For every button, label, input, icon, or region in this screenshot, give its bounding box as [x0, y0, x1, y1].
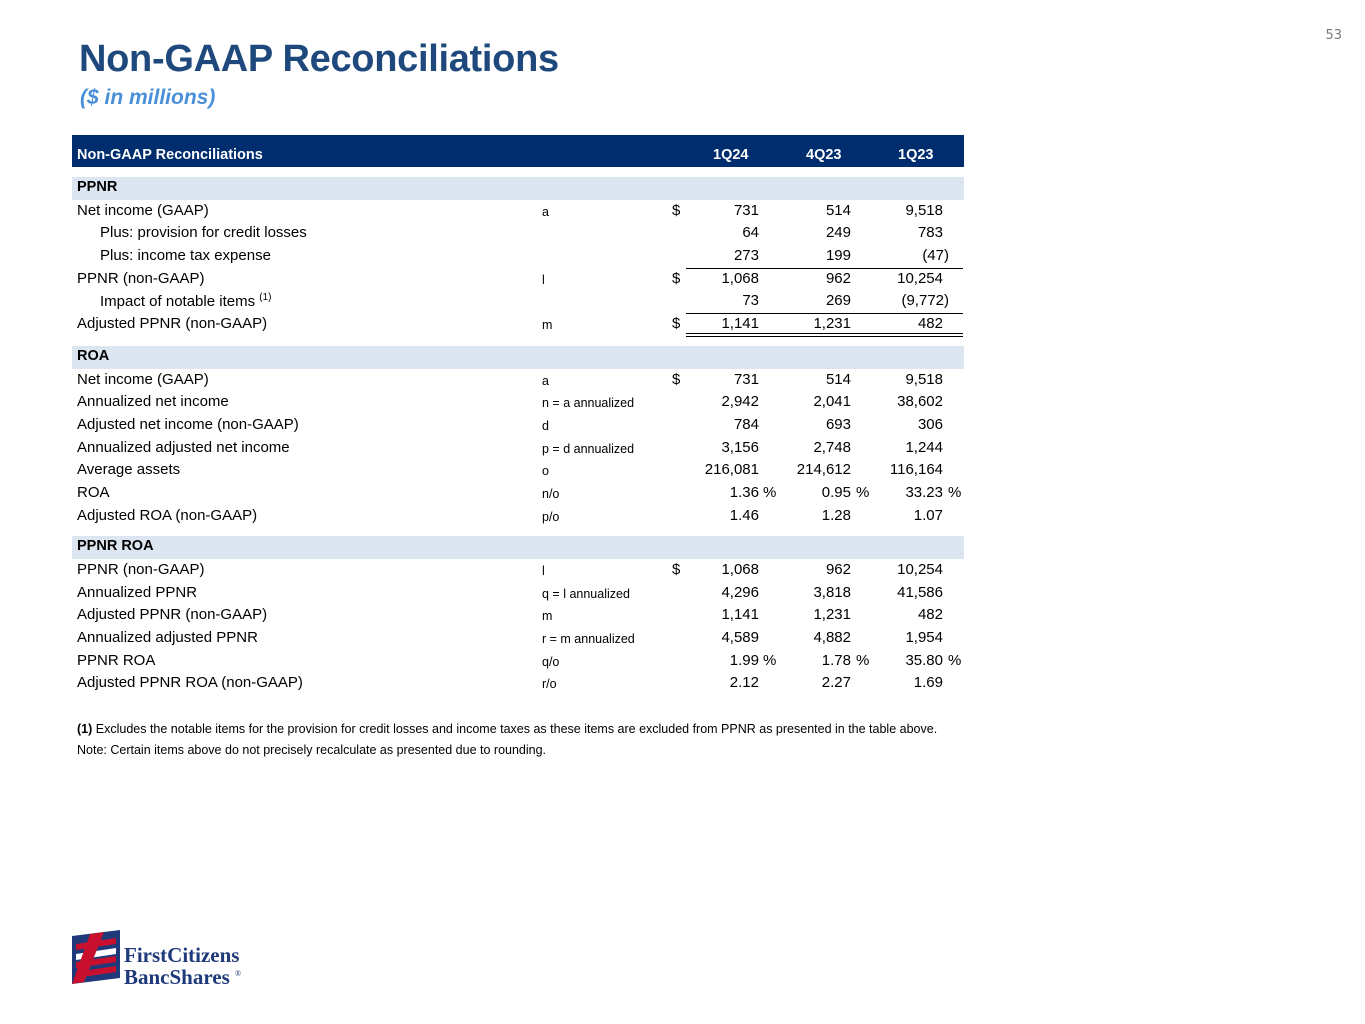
table-header	[72, 135, 964, 167]
value-4q23: 214,612	[796, 461, 851, 479]
row-label: Adjusted PPNR (non-GAAP)	[77, 315, 268, 333]
row-ref: o	[542, 464, 549, 479]
value-1q23: 482	[917, 606, 943, 624]
value-1q24: 1,068	[721, 269, 759, 287]
section-label: ROA	[77, 347, 110, 364]
value-4q23: 1.78	[821, 651, 851, 669]
logo-line-2: BancShares	[124, 965, 230, 988]
value-4q23: 1,231	[813, 606, 851, 624]
table-row	[72, 245, 964, 268]
value-1q24: 2.12	[729, 674, 759, 692]
table-row	[72, 559, 964, 582]
dollar-sign: $	[672, 315, 681, 333]
value-1q23: 116,164	[889, 461, 943, 479]
value-4q23: 4,882	[813, 629, 851, 647]
value-1q23: 35.80	[905, 651, 943, 669]
value-4q23: 3,818	[813, 583, 851, 601]
percent-sign: %	[856, 483, 870, 501]
table-row	[72, 414, 964, 437]
reconciliation-table	[72, 135, 964, 695]
row-label: Adjusted PPNR ROA (non-GAAP)	[77, 674, 303, 692]
row-ref: r = m annualized	[542, 632, 635, 647]
value-1q23: (47)	[922, 247, 949, 265]
row-ref: l	[542, 272, 545, 287]
row-label: Plus: income tax expense	[100, 247, 271, 265]
section-header-roa	[72, 346, 964, 369]
value-1q23: 41,586	[897, 583, 943, 601]
row-ref: p = d annualized	[542, 441, 635, 456]
percent-sign: %	[763, 651, 777, 669]
logo-line-1: FirstCitizens	[124, 943, 240, 967]
value-1q24: 1,141	[721, 606, 759, 624]
footnote-ref: (1)	[259, 292, 272, 304]
table-row	[72, 200, 964, 223]
table-row	[72, 672, 964, 695]
value-1q24: 64	[742, 224, 759, 242]
row-ref: q/o	[542, 654, 560, 669]
value-4q23: 514	[825, 370, 851, 388]
row-label: Average assets	[77, 461, 181, 479]
row-label: Annualized adjusted PPNR	[77, 629, 258, 647]
value-1q24: 3,156	[721, 438, 759, 456]
row-ref: a	[542, 204, 549, 219]
footnotes	[77, 722, 937, 764]
value-1q23: 9,518	[905, 201, 943, 219]
table-row	[72, 604, 964, 627]
dollar-sign: $	[672, 201, 681, 219]
row-label: Adjusted ROA (non-GAAP)	[77, 506, 258, 524]
value-1q23: 9,518	[905, 370, 943, 388]
value-4q23: 2,041	[813, 393, 851, 411]
table-row	[72, 627, 964, 650]
page-subtitle: ($ in millions)	[80, 86, 216, 109]
section-header-ppnr-roa	[72, 536, 964, 559]
value-1q24: 784	[733, 415, 759, 433]
table-row	[72, 459, 964, 482]
value-4q23: 1.28	[821, 506, 851, 524]
row-label: Annualized net income	[77, 393, 229, 411]
value-1q23: 1.69	[913, 674, 943, 692]
section-label: PPNR ROA	[77, 538, 154, 555]
value-4q23: 199	[825, 247, 851, 265]
header-col-1q23: 1Q23	[898, 147, 934, 163]
percent-sign: %	[763, 483, 777, 501]
value-4q23: 962	[825, 561, 851, 578]
row-ref: n/o	[542, 486, 560, 501]
row-label: PPNR ROA	[77, 651, 156, 669]
row-ref: n = a annualized	[542, 396, 635, 411]
value-4q23: 2.27	[821, 674, 851, 692]
section-label: PPNR	[77, 179, 118, 195]
row-ref: m	[542, 609, 553, 624]
row-label-text: Impact of notable items	[100, 293, 256, 311]
value-1q23: 1,954	[905, 629, 943, 647]
value-1q23: 1,244	[905, 438, 943, 456]
page-number: 53	[1325, 28, 1342, 43]
percent-sign: %	[856, 651, 870, 669]
dollar-sign: $	[672, 269, 681, 287]
value-1q24: 4,589	[721, 629, 759, 647]
value-4q23: 269	[825, 292, 851, 310]
row-label: Plus: provision for credit losses	[100, 224, 307, 242]
page-title: Non-GAAP Reconciliations	[79, 38, 559, 80]
row-ref: a	[542, 373, 549, 388]
table-row	[72, 505, 964, 528]
value-1q23: 482	[917, 315, 943, 333]
value-4q23: 962	[825, 269, 851, 287]
value-1q23: 33.23	[905, 483, 943, 501]
row-ref: m	[542, 318, 553, 333]
value-1q24: 1,141	[721, 315, 759, 333]
value-4q23: 0.95	[821, 483, 851, 501]
table-row	[72, 290, 964, 313]
row-label	[100, 292, 271, 310]
percent-sign: %	[948, 483, 962, 501]
section-header-ppnr	[72, 177, 964, 200]
row-label: Net income (GAAP)	[77, 370, 209, 388]
logo-flag-icon	[70, 930, 255, 988]
table-row	[72, 437, 964, 460]
table-row	[72, 369, 964, 392]
table-row	[72, 391, 964, 414]
logo-registered: ®	[235, 969, 242, 978]
footnote-1	[77, 722, 937, 736]
row-label: PPNR (non-GAAP)	[77, 561, 205, 578]
value-1q24: 1,068	[721, 561, 759, 578]
header-col-4q23: 4Q23	[806, 147, 842, 163]
value-1q23: 306	[917, 415, 943, 433]
value-1q24: 216,081	[704, 461, 759, 479]
row-ref: r/o	[542, 677, 557, 692]
dollar-sign: $	[672, 370, 681, 388]
footnote-text: Excludes the notable items for the provision for credit losses and income taxes as these items are excluded from PPNR as presented in the table above.	[92, 722, 938, 736]
value-1q24: 731	[733, 201, 759, 219]
dollar-sign: $	[672, 561, 681, 578]
value-4q23: 2,748	[813, 438, 851, 456]
table-row	[72, 313, 964, 336]
row-label: ROA	[77, 483, 110, 501]
value-4q23: 249	[825, 224, 851, 242]
table-row	[72, 222, 964, 245]
value-1q24: 1.46	[729, 506, 759, 524]
value-1q23: 1.07	[913, 506, 943, 524]
percent-sign: %	[948, 651, 962, 669]
value-1q24: 2,942	[721, 393, 759, 411]
value-4q23: 693	[825, 415, 851, 433]
value-1q24: 731	[733, 370, 759, 388]
value-1q24: 73	[742, 292, 759, 310]
row-label: PPNR (non-GAAP)	[77, 269, 205, 287]
value-4q23: 1,231	[813, 315, 851, 333]
value-1q24: 4,296	[721, 583, 759, 601]
table-row	[72, 650, 964, 673]
header-col-1q24: 1Q24	[713, 147, 749, 163]
row-ref: q = l annualized	[542, 586, 630, 601]
footnote-marker: (1)	[77, 722, 93, 736]
value-1q24: 1.99	[729, 651, 759, 669]
value-4q23: 514	[825, 201, 851, 219]
row-ref: p/o	[542, 509, 560, 524]
row-label: Annualized PPNR	[77, 583, 198, 601]
value-1q24: 1.36	[729, 483, 759, 501]
row-ref: l	[542, 564, 545, 578]
value-1q23: 10,254	[897, 561, 943, 578]
row-label: Adjusted net income (non-GAAP)	[77, 415, 299, 433]
company-logo	[70, 930, 255, 993]
row-ref: d	[542, 418, 549, 433]
value-1q23: 38,602	[897, 393, 943, 411]
value-1q24: 273	[733, 247, 759, 265]
table-row	[72, 268, 964, 291]
value-1q23: 10,254	[897, 269, 943, 287]
header-label: Non-GAAP Reconciliations	[77, 147, 263, 163]
rounding-note: Note: Certain items above do not precisely recalculate as presented due to rounding.	[77, 743, 547, 757]
value-1q23: (9,772)	[901, 292, 949, 310]
table-row	[72, 482, 964, 505]
row-label: Adjusted PPNR (non-GAAP)	[77, 606, 268, 624]
row-label: Annualized adjusted net income	[77, 438, 290, 456]
row-label: Net income (GAAP)	[77, 201, 209, 219]
table-row	[72, 582, 964, 605]
value-1q23: 783	[917, 224, 943, 242]
